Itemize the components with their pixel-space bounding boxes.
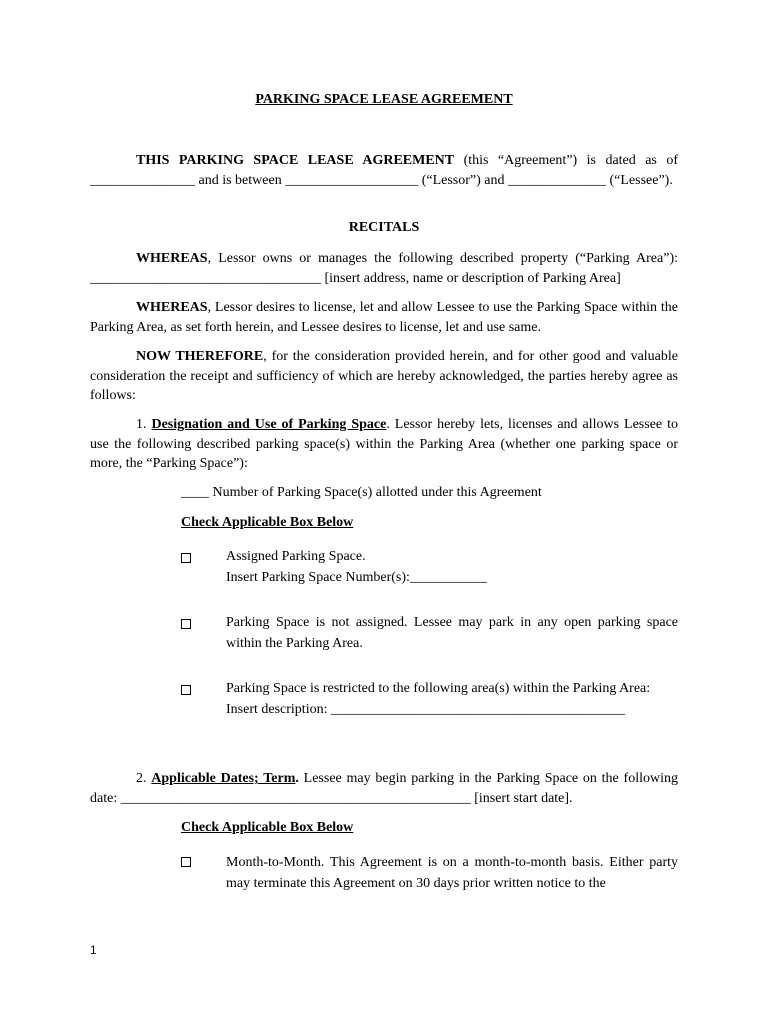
check-label-1: Check Applicable Box Below — [181, 515, 354, 530]
section-1-paragraph — [90, 415, 678, 474]
section-2-number: 2. — [136, 771, 147, 786]
recitals-heading: RECITALS — [348, 220, 420, 235]
page-number: 1 — [90, 943, 97, 957]
checkbox-month-to-month[interactable] — [181, 857, 191, 867]
document-title: PARKING SPACE LEASE AGREEMENT — [255, 92, 513, 107]
option-restricted-line1: Parking Space is restricted to the following area(s) within the Parking Area: — [226, 681, 651, 696]
now-therefore-text: , for the consideration provided herein, and for other good and valuable consideration the receipt and sufficiency of which are hereby acknowledged, the parties hereby agree as follows: — [90, 349, 678, 403]
checkbox-not-assigned[interactable] — [181, 619, 191, 629]
intro-lead: THIS PARKING SPACE LEASE AGREEMENT — [136, 153, 455, 168]
whereas-2-text: , Lessor desires to license, let and allow Lessee to use the Parking Space within the Parking Area, as set forth herein, and Lessee desires to license, let and use same. — [90, 300, 678, 335]
section-2-text: Lessee may begin parking in the Parking Space on the following date: __________________________________________________ [insert start date]. — [90, 771, 678, 806]
section-2-paragraph: 2. Applicable Dates; Term. Lessee may begin parking in the Parking Space on the following date: __________________________________________________ [insert start date]. — [90, 771, 678, 806]
option-restricted-line2: Insert description: __________________________________________ — [226, 702, 625, 717]
whereas-1-lead: WHEREAS — [136, 251, 208, 266]
section-2-heading: Applicable Dates; Term — [151, 771, 296, 786]
num-spaces-line: ____ Number of Parking Space(s) allotted under this Agreement — [181, 485, 542, 500]
option-restricted — [226, 678, 678, 720]
section-1-text: . Lessor hereby lets, licenses and allows Lessee to use the following described parking space(s) within the Parking Area (whether one parking space or more, the “Parking Space”): — [90, 417, 678, 471]
section-1-heading: Designation and Use of Parking Space — [151, 417, 387, 432]
section-1-number: 1. — [136, 417, 147, 432]
option-assigned — [226, 546, 678, 588]
option-not-assigned: Parking Space is not assigned. Lessee may park in any open parking space within the Parking Area. — [226, 615, 678, 651]
now-therefore-lead: NOW THEREFORE — [136, 349, 264, 364]
intro-paragraph — [90, 151, 678, 190]
checkbox-restricted[interactable] — [181, 685, 191, 695]
checkbox-assigned[interactable] — [181, 553, 191, 563]
whereas-2-lead: WHEREAS — [136, 300, 208, 315]
option-assigned-line2: Insert Parking Space Number(s):___________ — [226, 570, 487, 585]
whereas-1-text: , Lessor owns or manages the following described property (“Parking Area”): _________________________________ [insert address, name or description of Parking Area] — [90, 251, 678, 286]
option-month-to-month: Month-to-Month. This Agreement is on a month-to-month basis. Either party may terminate this Agreement on 30 days prior written notice to the — [226, 855, 678, 891]
whereas-2-paragraph — [90, 298, 678, 337]
whereas-1-paragraph — [90, 249, 678, 288]
option-assigned-line1: Assigned Parking Space. — [226, 549, 366, 564]
intro-text: (this “Agreement”) is dated as of _______________ and is between ___________________ (“Lessor”) and ______________ (“Lessee”). — [90, 153, 678, 188]
now-therefore-paragraph — [90, 347, 678, 406]
check-label-2: Check Applicable Box Below — [181, 820, 354, 835]
